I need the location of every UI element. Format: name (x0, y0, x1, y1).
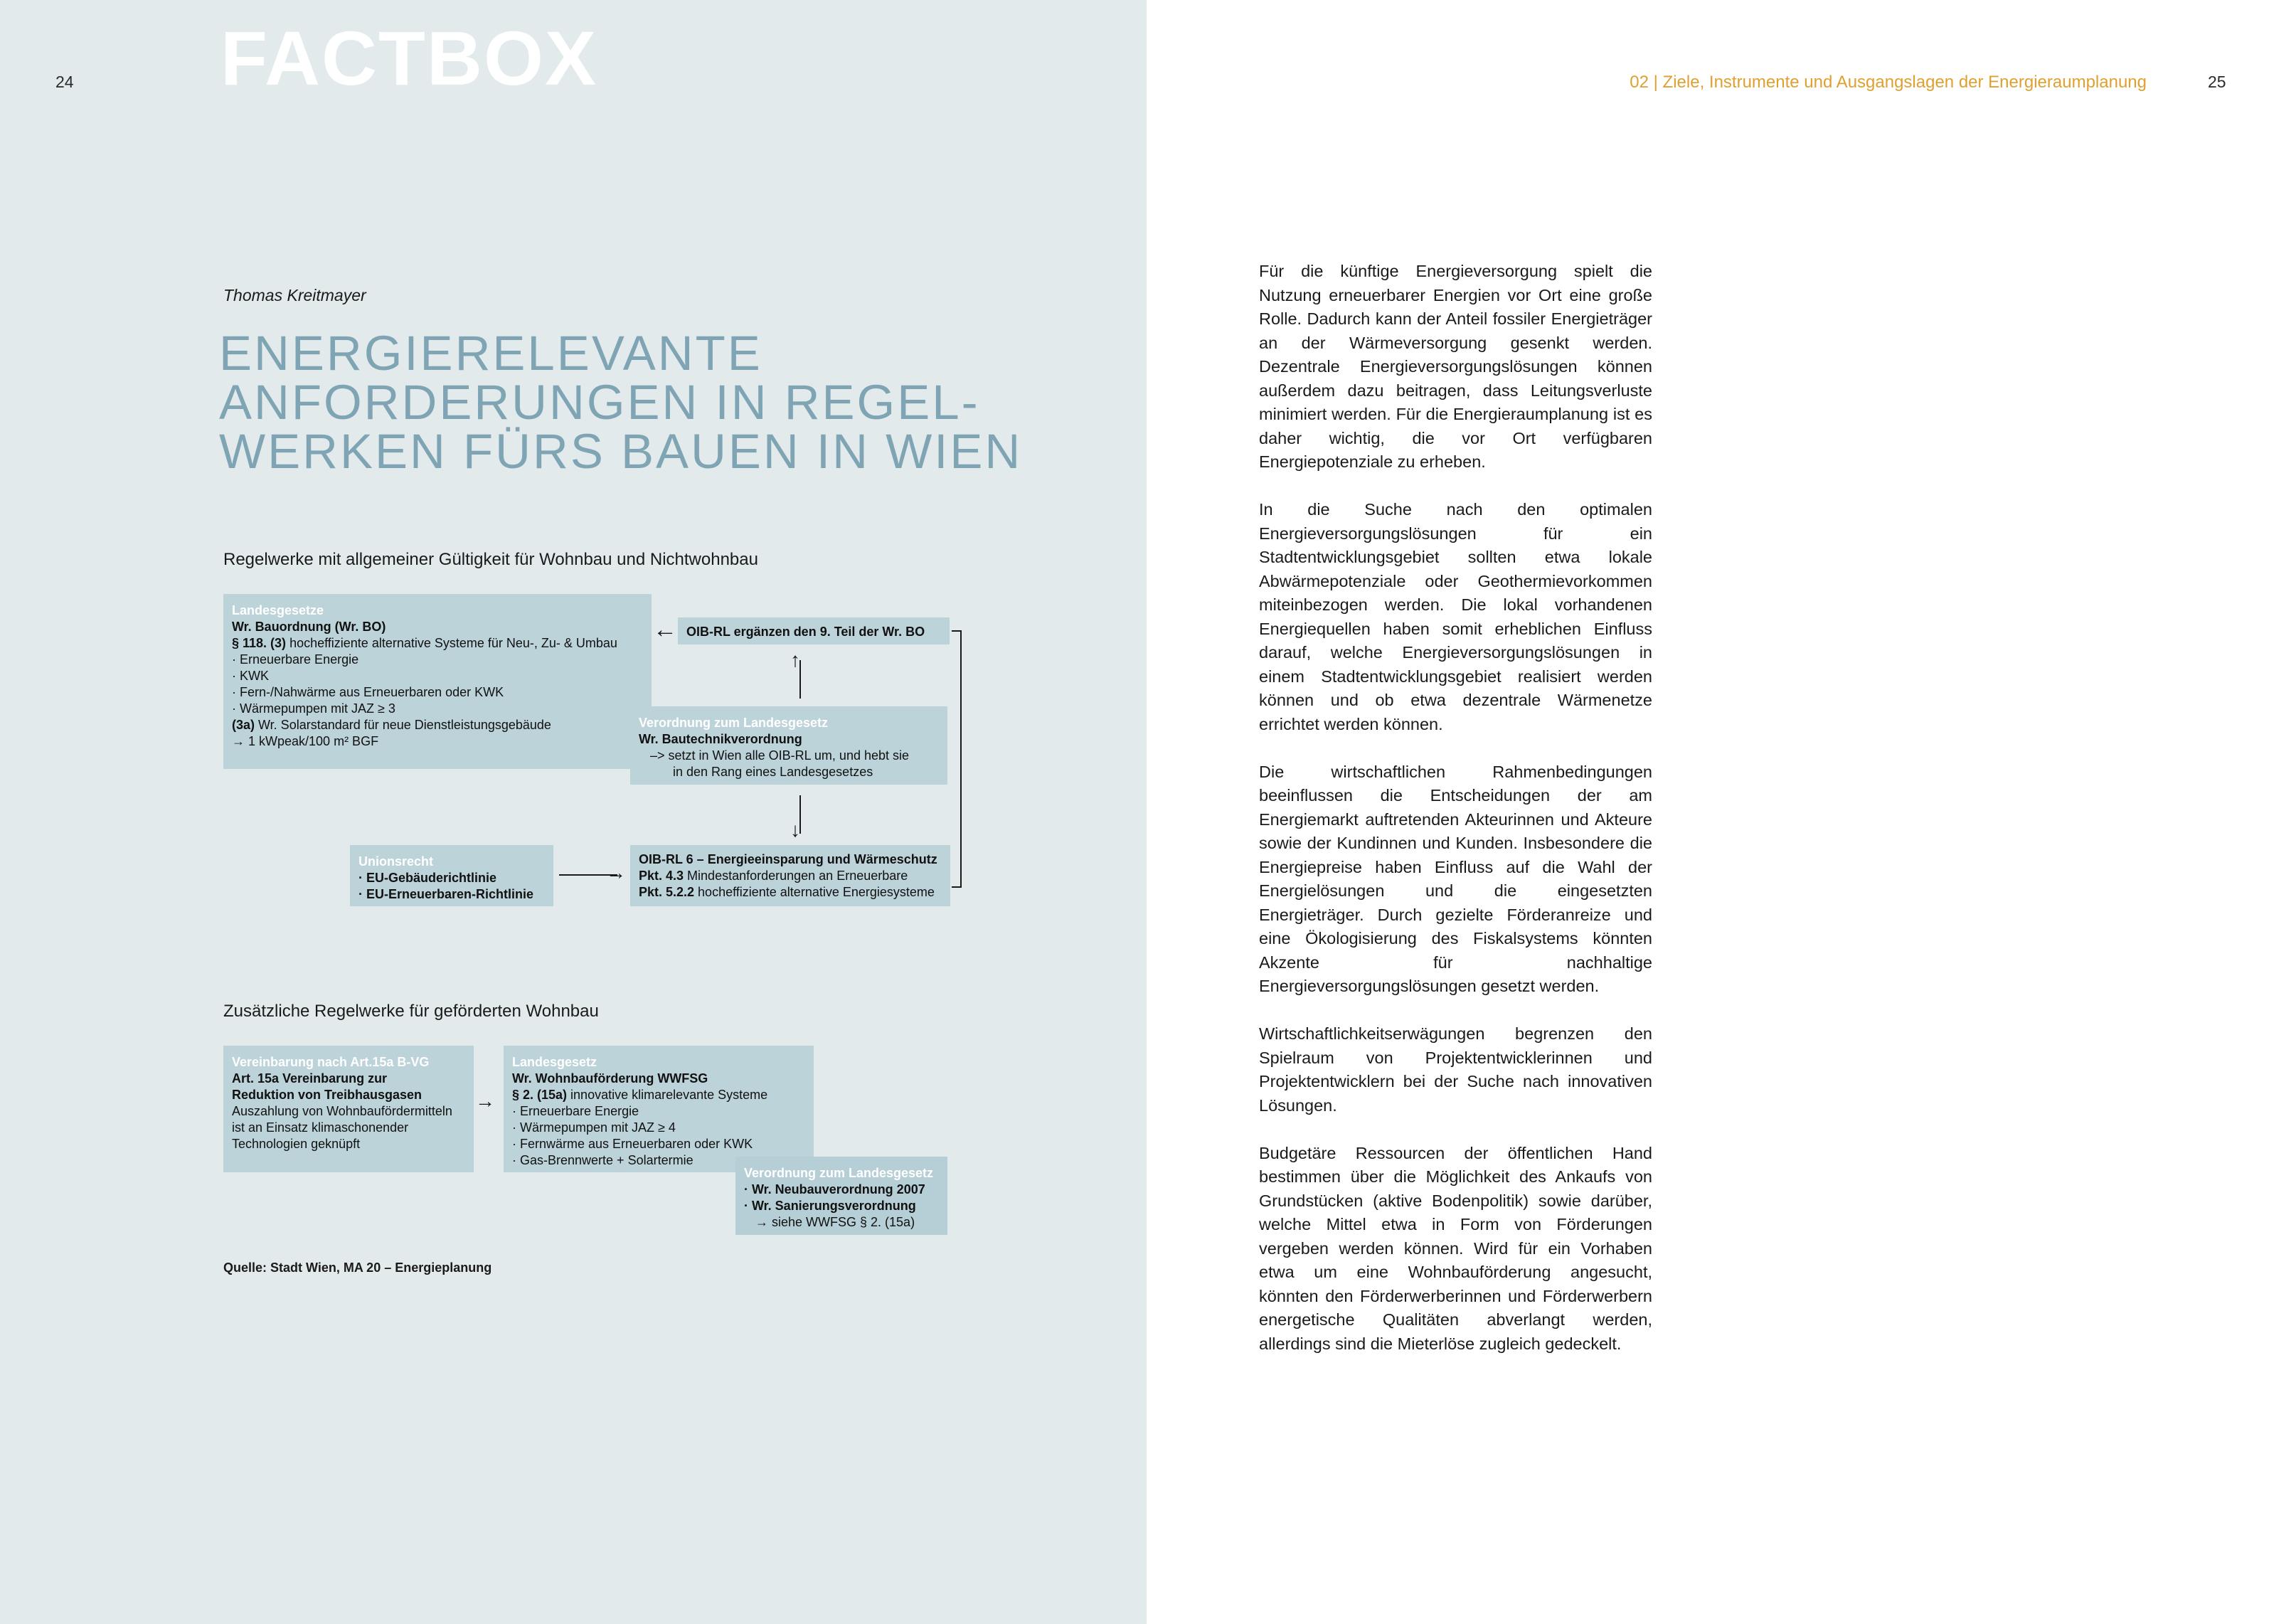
box-verordnung-bautechnik (630, 706, 947, 785)
box-line: § 2. (15a) innovative klimarelevante Systeme (512, 1088, 768, 1102)
box-category: Landesgesetz (512, 1055, 597, 1069)
paragraph: Für die künftige Energieversorgung spielt die Nutzung erneuerbarer Energien vor Ort eine große Rolle. Dadurch kann der Anteil fossiler Energieträger an der Wärmeversorgung gesenkt werden. Dezentrale Energieversorgungslösungen können außerdem dazu beitragen, dass Leitungsverluste minimiert werden. Für die Energieraumplanung ist es daher wichtig, die vor Ort verfügbaren Energiepotenziale zu erheben. (1259, 262, 1652, 471)
box-line: Art. 15a Vereinbarung zur (232, 1071, 388, 1086)
box-line: Reduktion von Treibhausgasen (232, 1088, 422, 1102)
page-number-left: 24 (55, 73, 74, 91)
box-unionsrecht (350, 845, 553, 906)
box-line: → siehe WWFSG § 2. (15a) (755, 1215, 915, 1229)
box-line: · Erneuerbare Energie (512, 1104, 639, 1118)
box-category: Verordnung zum Landesgesetz (639, 716, 829, 730)
box-vereinbarung (223, 1046, 474, 1172)
author: Thomas Kreitmayer (223, 286, 366, 304)
box-category: Landesgesetze (232, 603, 324, 617)
box-line: Technologien geknüpft (232, 1137, 361, 1151)
body-text (1259, 260, 1652, 1380)
box-line: Wr. Wohnbauförderung WWFSG (512, 1071, 708, 1086)
box-line: · EU-Gebäuderichtlinie (358, 871, 497, 885)
box-line: OIB-RL 6 – Energieeinsparung und Wärmeschutz (639, 852, 937, 866)
paragraph: Die wirtschaftlichen Rahmenbedingungen beeinflussen die Entscheidungen der am Energiemarkt auftretenden Akteurinnen und Akteure sowie der Kundinnen und Kunden. Insbesondere die Energiepreise haben Einfluss auf die Wahl der Energielösungen und die eingesetzten Energieträger. Durch gezielte Förderanreize und eine Ökologisierung des Fiskalsystems könnten Akzente für nachhaltige Energieversorgungslösungen gesetzt werden. (1259, 762, 1652, 995)
box-verordnung-neubau (735, 1157, 947, 1235)
box-line: Auszahlung von Wohnbaufördermitteln (232, 1104, 452, 1118)
arrow-down-icon: ↓ (790, 819, 800, 841)
box-line: · Fernwärme aus Erneuerbaren oder KWK (512, 1137, 753, 1151)
box-line: Wr. Bauordnung (Wr. BO) (232, 620, 386, 634)
box-landesgesetze (223, 594, 652, 769)
box-line: · Wärmepumpen mit JAZ ≥ 3 (232, 701, 395, 716)
running-head: 02 | Ziele, Instrumente und Ausgangslagen der Energieraumplanung (1630, 73, 2147, 92)
box-line: Wr. Bautechnikverordnung (639, 732, 802, 746)
box-line: in den Rang eines Landesgesetzes (673, 765, 873, 779)
box-category: Unionsrecht (358, 854, 434, 869)
headline-line: ENERGIERELEVANTE (219, 326, 762, 381)
box-line: · KWK (232, 669, 269, 683)
box-line: · Gas-Brennwerte + Solartermie (512, 1153, 693, 1167)
bracket-connector (952, 630, 962, 888)
box-line: · Fern-/Nahwärme aus Erneuerbaren oder KWK (232, 685, 504, 699)
box-line: ist an Einsatz klimaschonender (232, 1120, 409, 1135)
paragraph: Budgetäre Ressourcen der öffentlichen Hand bestimmen über die Möglichkeit des Ankaufs von Grundstücken (aktive Bodenpolitik) sowie darüber, welche Mittel etwa in Form von Förderungen vergeben werden können. Wird für ein Vorhaben etwa um eine Wohnbauförderung angesucht, könnten den Förderwerberinnen und Förderwerbern energetische Qualitäten abverlangt werden, allerdings sind die Mieterlöse zugleich gedeckelt. (1259, 1143, 1652, 1353)
box-line: Pkt. 4.3 Mindestanforderungen an Erneuerbare (639, 869, 908, 883)
arrow-right-icon: → (475, 1090, 495, 1112)
section2-title: Zusätzliche Regelwerke für geförderten Wohnbau (223, 1002, 599, 1021)
box-line: –> setzt in Wien alle OIB-RL um, und hebt sie (650, 748, 910, 763)
paragraph: Wirtschaftlichkeitserwägungen begrenzen den Spielraum von Projektentwicklerinnen und Projektentwicklern bei der Suche nach innovativen Lösungen. (1259, 1024, 1652, 1115)
factbox-title: FACTBOX (220, 15, 598, 101)
headline-line: ANFORDERUNGEN IN REGEL- (219, 375, 980, 430)
paragraph: In die Suche nach den optimalen Energieversorgungslösungen für ein Stadtentwicklungsgebiet sollten etwa lokale Abwärmepotenziale oder Geothermievorkommen miteinbezogen werden. Die lokal vorhandenen Energiequellen haben somit erheblichen Einfluss darauf, welche Energieversorgungslösungen in einem Stadtentwicklungsgebiet realisiert werden können und ob etwa dezentrale Wärmenetze errichtet werden können. (1259, 500, 1652, 733)
box-line: · EU-Erneuerbaren-Richtlinie (358, 887, 534, 901)
box-line: · Wr. Neubauverordnung 2007 (744, 1182, 925, 1196)
box-category: Vereinbarung nach Art.15a B-VG (232, 1055, 430, 1069)
box-line: § 118. (3) hocheffiziente alternative Systeme für Neu-, Zu- & Umbau (232, 636, 617, 650)
box-oib-ergaenzen: OIB-RL ergänzen den 9. Teil der Wr. BO (678, 617, 950, 644)
arrow-right-icon: → (606, 861, 626, 883)
box-landesgesetz-wwfsg (504, 1046, 814, 1172)
headline (219, 326, 1023, 479)
headline-line: WERKEN FÜRS BAUEN IN WIEN (219, 424, 1023, 479)
arrow-up-icon: ↑ (790, 649, 800, 671)
box-category: Verordnung zum Landesgesetz (744, 1166, 934, 1180)
box-line: (3a) Wr. Solarstandard für neue Dienstleistungsgebäude (232, 718, 551, 732)
box-line: · Wr. Sanierungsverordnung (744, 1199, 916, 1213)
page-number-right: 25 (2208, 73, 2226, 91)
box-line: · Erneuerbare Energie (232, 652, 359, 667)
box-oib-rl-6 (630, 845, 950, 906)
box-line: · Wärmepumpen mit JAZ ≥ 4 (512, 1120, 676, 1135)
box-line: → 1 kWpeak/100 m² BGF (232, 734, 379, 748)
box-line: Pkt. 5.2.2 hocheffiziente alternative Energiesysteme (639, 885, 935, 899)
left-page (0, 0, 1147, 1624)
arrow-left-icon: ← (653, 616, 677, 643)
section1-title: Regelwerke mit allgemeiner Gültigkeit für Wohnbau und Nichtwohnbau (223, 550, 758, 569)
source-note: Quelle: Stadt Wien, MA 20 – Energieplanung (223, 1261, 492, 1275)
